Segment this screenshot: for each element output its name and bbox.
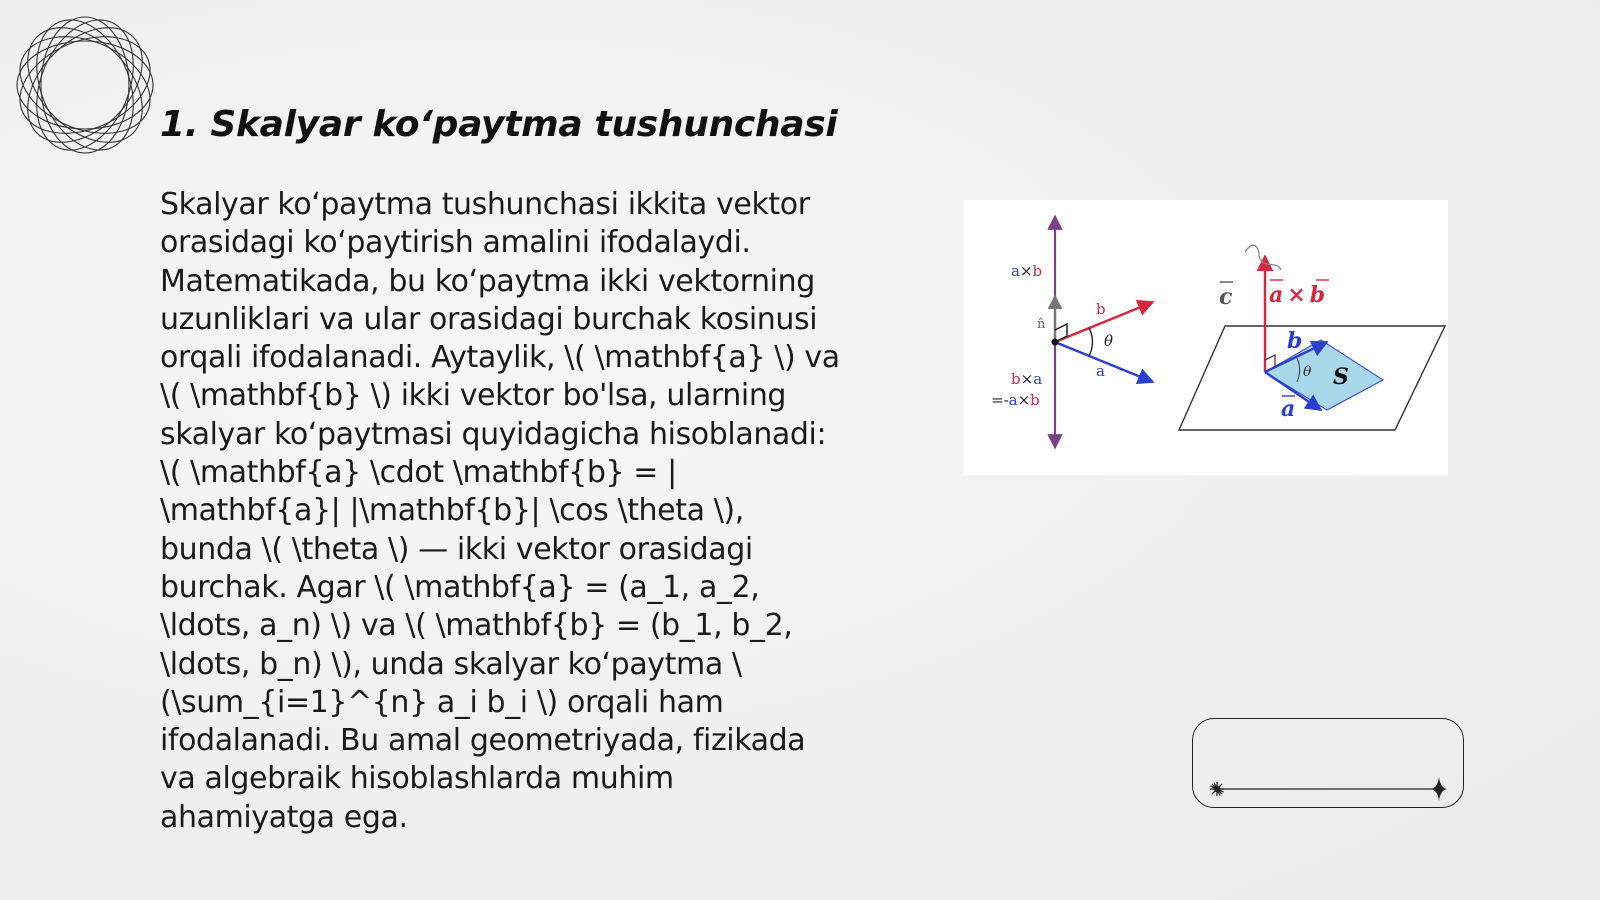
body-line: skalyar ko‘paytmasi quyidagicha hisoblanadi: [160,416,827,452]
theta-arc [1089,328,1092,356]
body-line: (\sum_{i=1}^{n} a_i b_i \) orqali ham [160,684,724,720]
body-line: ahamiyatga ega. [160,799,408,835]
axb-cross-label: a × b [1269,282,1326,308]
slide-title: 1. Skalyar ko‘paytma tushunchasi [160,104,838,145]
body-line: \mathbf{a}| |\mathbf{b}| \cos \theta \), [160,493,744,529]
body-line: bunda \( \theta \) — ikki vektor orasidagi [160,531,753,567]
circle-rosette-icon [10,10,160,160]
body-line: ifodalanadi. Bu amal geometriyada, fizikada [160,723,806,759]
body-line: burchak. Agar \( \mathbf{a} = (a_1, a_2, [160,569,760,605]
body-line: uzunliklari va ular orasidagi burchak kosinusi [160,301,818,337]
a-label: a [1096,362,1105,380]
right-angle-marker-right [1265,355,1275,367]
n-hat-label: n̂ [1037,317,1046,332]
body-line: orqali ifodalanadi. Aytaylik, \( \mathbf{a} \) va [160,340,840,376]
origin-dot [1052,339,1059,346]
starburst-icon [1210,782,1224,796]
b-label-right: b [1287,328,1303,354]
timeline-decoration [1192,718,1464,808]
theta-label: θ [1104,332,1114,350]
neg-axb-label: =-a×b [991,391,1040,409]
left-cross-diagram [991,216,1153,448]
body-line: \ldots, a_n) \) va \( \mathbf{b} = (b_1, b_2, [160,608,793,644]
body-line: \ldots, b_n) \), unda skalyar ko‘paytma \ [160,646,742,682]
body-line: \( \mathbf{b} \) ikki vektor bo'lsa, ularning [160,378,787,414]
body-paragraph [160,186,850,837]
s-label: S [1333,364,1349,390]
a-label-right: a [1281,396,1296,422]
sparkle-icon [1431,777,1447,801]
bxa-label: b×a [1011,370,1043,388]
right-cross-diagram [1179,245,1445,430]
b-label: b [1096,300,1106,318]
body-line: orasidagi ko‘paytirish amalini ifodalaydi. [160,225,751,261]
body-line: va algebraik hisoblashlarda muhim [160,761,674,797]
timeline-line [1193,719,1465,809]
cross-product-diagram [963,200,1448,475]
c-label: c [1219,284,1233,310]
body-line: Skalyar ko‘paytma tushunchasi ikkita vektor [160,187,810,222]
rotation-curl-icon [1245,245,1281,270]
axb-label: a×b [1011,262,1043,280]
theta-label-right: θ [1303,364,1312,380]
cross-product-figure [963,200,1448,475]
body-line: Matematikada, bu ko‘paytma ikki vektorning [160,263,815,299]
body-line: \( \mathbf{a} \cdot \mathbf{b} = | [160,455,677,491]
